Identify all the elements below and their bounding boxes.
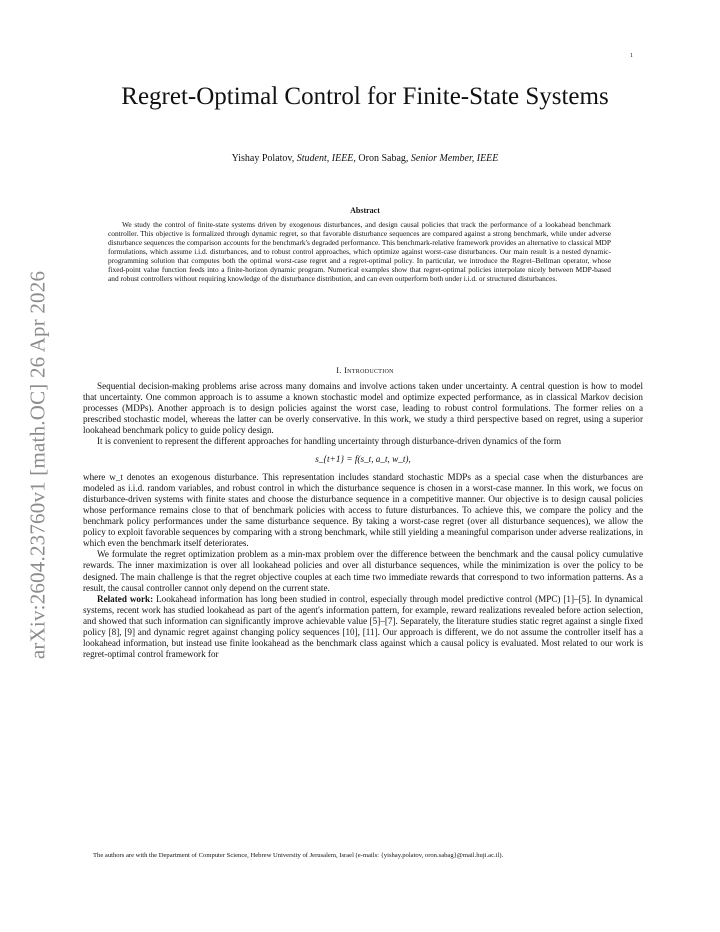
author-affiliation-footnote: The authors are with the Department of Computer Science, Hebrew University of Jerusalem, Israel (e-mails: {yishay.polatov, oron.sabag}@mail.huji.ac.il).: [93, 852, 504, 859]
section-number: I.: [336, 366, 345, 375]
paper-title: Regret-Optimal Control for Finite-State Systems: [121, 83, 609, 110]
abstract-text: We study the control of finite-state systems driven by exogenous disturbances, and design causal policies that track the performance of a lookahead benchmark controller. This objective is formalized through dynamic regret, so that favorable disturbance sequences are compared against a strong benchmark, while under adverse disturbance sequences the comparison accounts for the benchmark's degraded performance. This benchmark-relative framework provides an alternative to classical MDP formulations, which assume i.i.d. disturbances, and to robust control approaches, which optimize against worst-case disturbances. Our main result is a nested dynamic-programming solution that computes both the optimal worst-case regret and a regret-optimal policy. In particular, we introduce the Regret–Bellman operator, whose fixed-point value function feeds into a finite-horizon dynamic program. Numerical examples show that regret-optimal policies interpolate nicely between MDP-based and robust controllers without requiring knowledge of the disturbance distribution, and can even outperform both under i.i.d. or structured disturbances.: [108, 220, 611, 283]
author-1-role: Student, IEEE,: [296, 153, 356, 164]
paragraph-4: We formulate the regret optimization problem as a min-max problem over the difference between the benchmark and the causal policy cumulative rewards. The inner maximization is over all lookahead policies and over all disturbance sequences, while the minimization is over the policy to be designed. The main challenge is that the regret objective couples at each time two immediate rewards that correspond to two information patterns. As a result, the causal controller cannot only depend on the current state.: [83, 549, 643, 593]
paragraph-5: [83, 594, 643, 661]
paragraph-3: where w_t denotes an exogenous disturbance. This representation includes standard stochastic MDPs as a special case when the disturbances are modeled as i.i.d. random variables, and robust control in which the disturbance sequence is chosen in a worst-case manner. In this work, we focus on disturbance-driven systems with finite states and choose the disturbance sequence in a competitive manner. Our objective is to design causal policies whose performance remains close to that of benchmark policies with access to future disturbances. To achieve this, we compare the policy and the benchmark policy performances under the same disturbance sequence. By taking a worst-case regret (over all disturbance sequences), we allow the policy to exploit favorable sequences by comparing with a strong benchmark, while still yielding a meaningful comparison under adverse realizations, in which even the benchmark itself deteriorates.: [83, 471, 643, 549]
author-2-role: Senior Member, IEEE: [410, 153, 499, 164]
dynamics-equation: s_{t+1} = f(s_t, a_t, w_t),: [315, 453, 411, 464]
introduction-body: [83, 381, 643, 660]
paragraph-1: Sequential decision-making problems arise across many domains and involve actions taken under uncertainty. A central question is how to model that uncertainty. One common approach is to assume a known stochastic model and optimize expected performance, as in classical Markov decision processes (MDPs). Another approach is to design policies against the worst case, leading to robust control formulations. The former relies on a prescribed stochastic model, whereas the latter can be overly conservative. In this work, we study a third perspective based on regret, using a superior lookahead benchmark policy to guide policy design.: [83, 381, 643, 436]
arxiv-identifier-stamp: arXiv:2604.23760v1 [math.OC] 26 Apr 2026: [25, 270, 50, 660]
paragraph-2: It is convenient to represent the different approaches for handling uncertainty through disturbance-driven dynamics of the form: [97, 436, 562, 447]
related-work-label: Related work:: [97, 593, 154, 604]
section-title: Introduction: [344, 366, 394, 375]
related-work-text: Lookahead information has long been studied in control, especially through model predictive control (MPC) [1]–[5]. In dynamical systems, recent work has studied lookahead as part of the agent's information pattern, for example, reward realizations revealed before action selection, and showed that such information can significantly improve achievable value [5]–[7]. Separately, the literature studies static regret against a single fixed policy [8], [9] and dynamic regret against changing policy sequences [10], [11]. Our approach is different, we do not assume the controller itself has a lookahead information, but instead use finite lookahead as the benchmark class against which a causal policy is evaluated. Most related to our work is regret-optimal control framework for: [83, 593, 643, 660]
author-line: [120, 153, 610, 165]
section-heading-introduction: [120, 366, 610, 375]
author-2-name: Oron Sabag,: [355, 153, 411, 164]
abstract-heading: Abstract: [350, 206, 380, 215]
author-1-name: Yishay Polatov,: [231, 153, 297, 164]
page-number: 1: [630, 53, 633, 59]
